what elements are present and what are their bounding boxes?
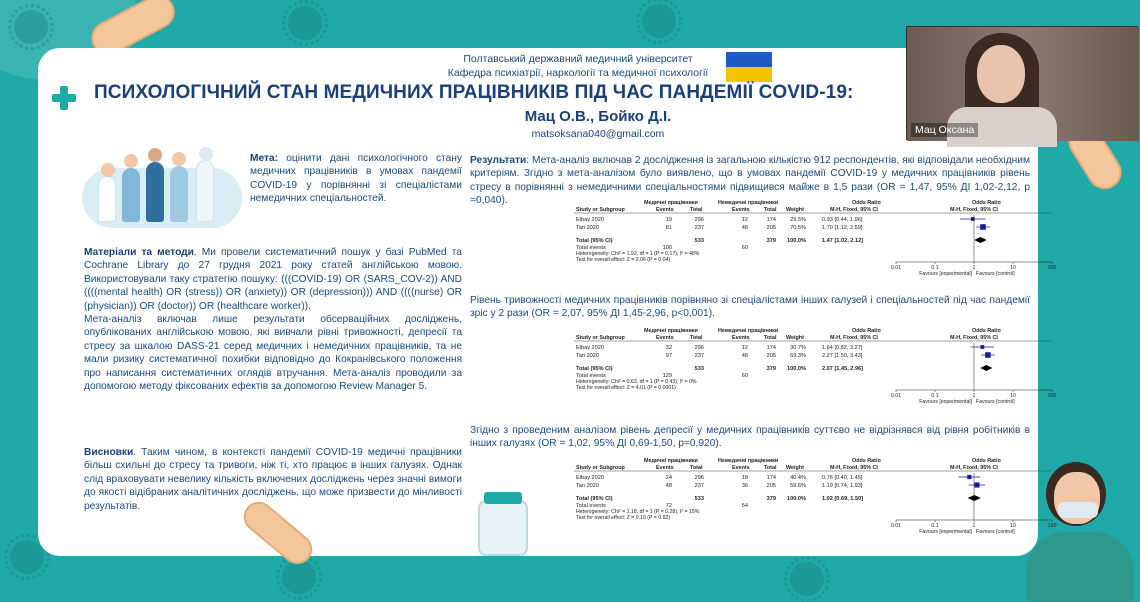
group2-header: Немедичні працівники [718, 458, 779, 464]
poster [38, 48, 1057, 556]
total-ci-label: Total (95% CI) [576, 238, 613, 244]
total-1: 296 [694, 475, 704, 481]
total-diamond [980, 365, 992, 371]
conclusions-section [84, 446, 462, 513]
study-or: 2.27 [1.50, 3.43] [822, 353, 863, 359]
study-weight: 70.5% [790, 225, 806, 231]
or-header: Odds Ratio [852, 200, 881, 206]
events-2: 12 [741, 217, 748, 223]
forest-plot-anxiety [536, 326, 1056, 412]
total-header: Total [690, 207, 703, 213]
total-2: 205 [766, 225, 776, 231]
overall-effect-text: Test for overall effect: Z = 0.10 (P = 0.92) [576, 515, 671, 521]
axis-tick-label: 0.1 [931, 393, 939, 399]
total-2: 174 [766, 345, 776, 351]
or-plot-header: Odds Ratio [972, 328, 1001, 334]
events-header: Events [732, 465, 750, 471]
university-header [418, 52, 738, 80]
favours-experimental-label: Favours [experimental] [919, 271, 972, 277]
or-plot-header: Odds Ratio [972, 458, 1001, 464]
axis-tick-label: 0.1 [931, 523, 939, 529]
total-n2: 379 [766, 496, 776, 502]
study-name: Tan 2020 [576, 483, 600, 489]
methods-text: . Ми провели систематичний пошук у базі PubMed та Cochrane Library до 27 грудня 2021 року статей англійською мовою. Використовували таку стратегію пошуку: (((COVID-19) OR (SARS_COV-2)) AND ((((mental health) OR (stress)) OR (anxiety)) OR (depression))) AND ((((nurse) OR (physician)) OR (doctor)) OR (healthcare worker)). [84, 247, 462, 312]
study-weight: 59.6% [790, 483, 806, 489]
poster-title: ПСИХОЛОГІЧНИЙ СТАН МЕДИЧНИХ ПРАЦІВНИКІВ ПІД ЧАС ПАНДЕМІЇ COVID-19: [94, 82, 854, 103]
total-n1: 533 [694, 366, 704, 372]
results-text: : Мета-аналіз включав 2 дослідження із загальною кількістю 912 респондентів, які відповідали необхідним критеріям. Згідно з мета-аналізом було виявлено, що в умовах пандемії COVID-19 у медичних працівників рівень стресу в порівнянні з немедичними спеціальностями підвищився майже в 1,5 рази (OR = 1,47, 95% ДІ 1,02-2,12, p =0,040). [470, 155, 1030, 207]
department-name: Кафедра психіатрії, наркології та медичної психології [447, 67, 709, 79]
study-weight: 30.7% [790, 345, 806, 351]
group1-header: Медичні працівники [644, 200, 698, 206]
total-events-1: 72 [665, 503, 672, 509]
overall-effect-text: Test for overall effect: Z = 4.01 (P = 0.0001) [576, 385, 676, 391]
study-header: Study or Subgroup [576, 465, 625, 471]
or-plot-method-header: M-H, Fixed, 95% CI [950, 465, 998, 471]
study-weight: 69.3% [790, 353, 806, 359]
aim-section [250, 152, 462, 206]
axis-tick-label: 10 [1010, 265, 1016, 271]
total-diamond [974, 237, 986, 243]
or-method-header: M-H, Fixed, 95% CI [830, 207, 878, 213]
conclusions-label: Висновки [84, 447, 134, 458]
university-name: Полтавський державний медичний університет [463, 53, 693, 65]
author-email: matsoksana040@gmail.com [531, 128, 665, 140]
total-1: 296 [694, 345, 704, 351]
aim-text: оцінити дані психологічного стану медичних працівників в умовах пандемії COVID-19 у порівнянні зі спеціалістами немедичних спеціальностей. [250, 153, 462, 205]
methods-label: Матеріали та методи [84, 247, 194, 258]
total-events-2: 60 [741, 245, 748, 251]
events-2: 18 [741, 475, 748, 481]
total-or: 2.07 [1.45, 2.96] [822, 366, 864, 372]
heterogeneity-text: Heterogeneity: Chi² = 1.92, df = 1 (P = 0.17); I² = 48% [576, 251, 700, 257]
total-or: 1.02 [0.69, 1.50] [822, 496, 864, 502]
total-events-label: Total events [576, 373, 606, 379]
total-2: 174 [766, 217, 776, 223]
events-1: 48 [665, 483, 672, 489]
events-2: 48 [741, 353, 748, 359]
study-name: Tan 2020 [576, 353, 600, 359]
axis-tick-label: 10 [1010, 523, 1016, 529]
study-name: Tan 2020 [576, 225, 600, 231]
axis-tick-label: 100 [1047, 523, 1057, 529]
overall-effect-text: Test for overall effect: Z = 2.06 (P = 0.04) [576, 257, 671, 263]
results-anxiety-text: Рівень тривожності медичних працівників порівняно зі спеціалістами інших галузей і спеціальностей під час пандемії зріс у 2 рази (OR = 2,07, 95% ДІ 1,45-2,96, p<0,001). [470, 295, 1030, 320]
total-1: 296 [694, 217, 704, 223]
total-2: 205 [766, 483, 776, 489]
virus-icon [10, 540, 44, 574]
group2-header: Немедичні працівники [718, 328, 779, 334]
events-header: Events [656, 335, 674, 341]
virus-icon [790, 562, 824, 596]
axis-tick-label: 0.01 [890, 265, 902, 271]
total-events-1: 100 [662, 245, 672, 251]
study-name: Elbay 2020 [576, 217, 604, 223]
participant-name: Мац Оксана [911, 123, 978, 137]
study-name: Elbay 2020 [576, 475, 604, 481]
virus-icon [642, 4, 676, 38]
axis-tick-label: 0.01 [890, 393, 902, 399]
weight-header: Weight [786, 465, 804, 471]
events-header: Events [656, 207, 674, 213]
axis-tick-label: 1 [972, 523, 976, 529]
group2-header: Немедичні працівники [718, 200, 779, 206]
study-marker [967, 475, 971, 479]
medical-cross-icon [52, 86, 76, 110]
study-marker [974, 482, 979, 487]
axis-tick-label: 0.01 [890, 523, 902, 529]
forest-plot-depression [536, 456, 1056, 542]
conclusions-text: . Таким чином, в контексті пандемії COVID-19 медичні працівники більш схильні до стресу та тривоги, ніж ті, хто працює в інших галузях. Однак слід враховувати невелику кількість включених досліджень через значні вимоги до якості відібраних аналітичних досліджень, що може призвести до мінливості результатів. [84, 447, 462, 512]
study-marker [985, 352, 991, 358]
forest-plot-svg [536, 198, 1056, 284]
authors: Мац О.В., Бойко Д.І. [524, 108, 672, 125]
total-header: Total [764, 465, 777, 471]
study-or: 0.76 [0.40, 1.45] [822, 475, 863, 481]
total-events-2: 54 [741, 503, 748, 509]
total-header: Total [764, 335, 777, 341]
total-n2: 379 [766, 238, 776, 244]
heterogeneity-text: Heterogeneity: Chi² = 0.63, df = 1 (P = 0.43); I² = 0% [576, 379, 697, 385]
total-2: 174 [766, 475, 776, 481]
medical-workers-illustration [82, 138, 242, 228]
study-header: Study or Subgroup [576, 335, 625, 341]
total-header: Total [690, 335, 703, 341]
total-events-2: 60 [741, 373, 748, 379]
favours-control-label: Favours [control] [976, 529, 1015, 535]
total-weight: 100.0% [787, 238, 806, 244]
weight-header: Weight [786, 335, 804, 341]
or-plot-method-header: M-H, Fixed, 95% CI [950, 335, 998, 341]
study-marker [980, 345, 984, 349]
total-1: 237 [694, 225, 704, 231]
axis-tick-label: 0.1 [931, 265, 939, 271]
total-n2: 379 [766, 366, 776, 372]
events-2: 48 [741, 225, 748, 231]
favours-control-label: Favours [control] [976, 271, 1015, 277]
favours-control-label: Favours [control] [976, 399, 1015, 405]
methods-text-2: Мета-аналіз включав лише результати обсерваційних досліджень, опублікованих англійською мовою, які вивчали рівні тривожності, депресії та стресу за шкалою DASS-21 серед медичних і немедичних працівників, та не мали ризику систематичної похибки відповідно до Кокранівського положення про написання систематичних оглядів втручання. Мета-аналіз проводили за допомогою методу фіксованих ефектів за допомогою Review Manager 5. [84, 314, 462, 393]
study-name: Elbay 2020 [576, 345, 604, 351]
total-n1: 533 [694, 496, 704, 502]
total-n1: 533 [694, 238, 704, 244]
events-1: 97 [665, 353, 672, 359]
aim-label: Мета: [250, 153, 279, 164]
study-marker [980, 224, 986, 230]
nurse-illustration [1020, 452, 1140, 600]
study-header: Study or Subgroup [576, 207, 625, 213]
events-1: 81 [665, 225, 672, 231]
total-1: 237 [694, 353, 704, 359]
study-or: 1.64 [0.82, 3.27] [822, 345, 863, 351]
total-header: Total [764, 207, 777, 213]
events-header: Events [732, 335, 750, 341]
favours-experimental-label: Favours [experimental] [919, 529, 972, 535]
forest-plot-svg [536, 326, 1056, 412]
study-weight: 29.5% [790, 217, 806, 223]
total-or: 1.47 [1.02, 2.12] [822, 238, 864, 244]
events-2: 36 [741, 483, 748, 489]
events-1: 19 [665, 217, 672, 223]
total-events-label: Total events [576, 503, 606, 509]
weight-header: Weight [786, 207, 804, 213]
study-or: 1.70 [1.12, 2.59] [822, 225, 863, 231]
virus-icon [282, 560, 316, 594]
total-ci-label: Total (95% CI) [576, 366, 613, 372]
total-diamond [968, 495, 981, 501]
events-1: 32 [665, 345, 672, 351]
total-1: 237 [694, 483, 704, 489]
study-or: 0.93 [0.44, 1.96] [822, 217, 863, 223]
results-depression-text: Згідно з проведеним аналізом рівень депресії у медичних працівників суттєво не відрізнявся від рівня робітників в інших галузях (OR = 1,02, 95% ДІ 0,69-1,50, p=0,920). [470, 425, 1030, 450]
virus-icon [288, 6, 322, 40]
heterogeneity-text: Heterogeneity: Chi² = 1.18, df = 1 (P = 0.28); I² = 15% [576, 509, 700, 515]
methods-section [84, 246, 462, 393]
total-header: Total [690, 465, 703, 471]
axis-tick-label: 100 [1047, 265, 1057, 271]
axis-tick-label: 10 [1010, 393, 1016, 399]
group1-header: Медичні працівники [644, 458, 698, 464]
medicine-vial-icon [478, 500, 528, 556]
favours-experimental-label: Favours [experimental] [919, 399, 972, 405]
total-events-label: Total events [576, 245, 606, 251]
study-or: 1.19 [0.74, 1.93] [822, 483, 863, 489]
total-events-1: 129 [662, 373, 672, 379]
axis-tick-label: 100 [1047, 393, 1057, 399]
axis-tick-label: 1 [972, 393, 976, 399]
ukraine-flag-icon [726, 52, 772, 82]
forest-plot-stress [536, 198, 1056, 284]
total-weight: 100.0% [787, 366, 806, 372]
or-plot-header: Odds Ratio [972, 200, 1001, 206]
virus-icon [14, 10, 48, 44]
or-method-header: M-H, Fixed, 95% CI [830, 465, 878, 471]
or-header: Odds Ratio [852, 458, 881, 464]
events-2: 12 [741, 345, 748, 351]
group1-header: Медичні працівники [644, 328, 698, 334]
total-2: 205 [766, 353, 776, 359]
or-plot-method-header: M-H, Fixed, 95% CI [950, 207, 998, 213]
results-label: Результати [470, 155, 527, 166]
axis-tick-label: 1 [972, 265, 976, 271]
or-header: Odds Ratio [852, 328, 881, 334]
study-weight: 40.4% [790, 475, 806, 481]
or-method-header: M-H, Fixed, 95% CI [830, 335, 878, 341]
forest-plot-svg [536, 456, 1056, 542]
events-1: 24 [665, 475, 672, 481]
total-ci-label: Total (95% CI) [576, 496, 613, 502]
events-header: Events [656, 465, 674, 471]
events-header: Events [732, 207, 750, 213]
webcam-video-tile[interactable] [906, 26, 1138, 140]
total-weight: 100.0% [787, 496, 806, 502]
